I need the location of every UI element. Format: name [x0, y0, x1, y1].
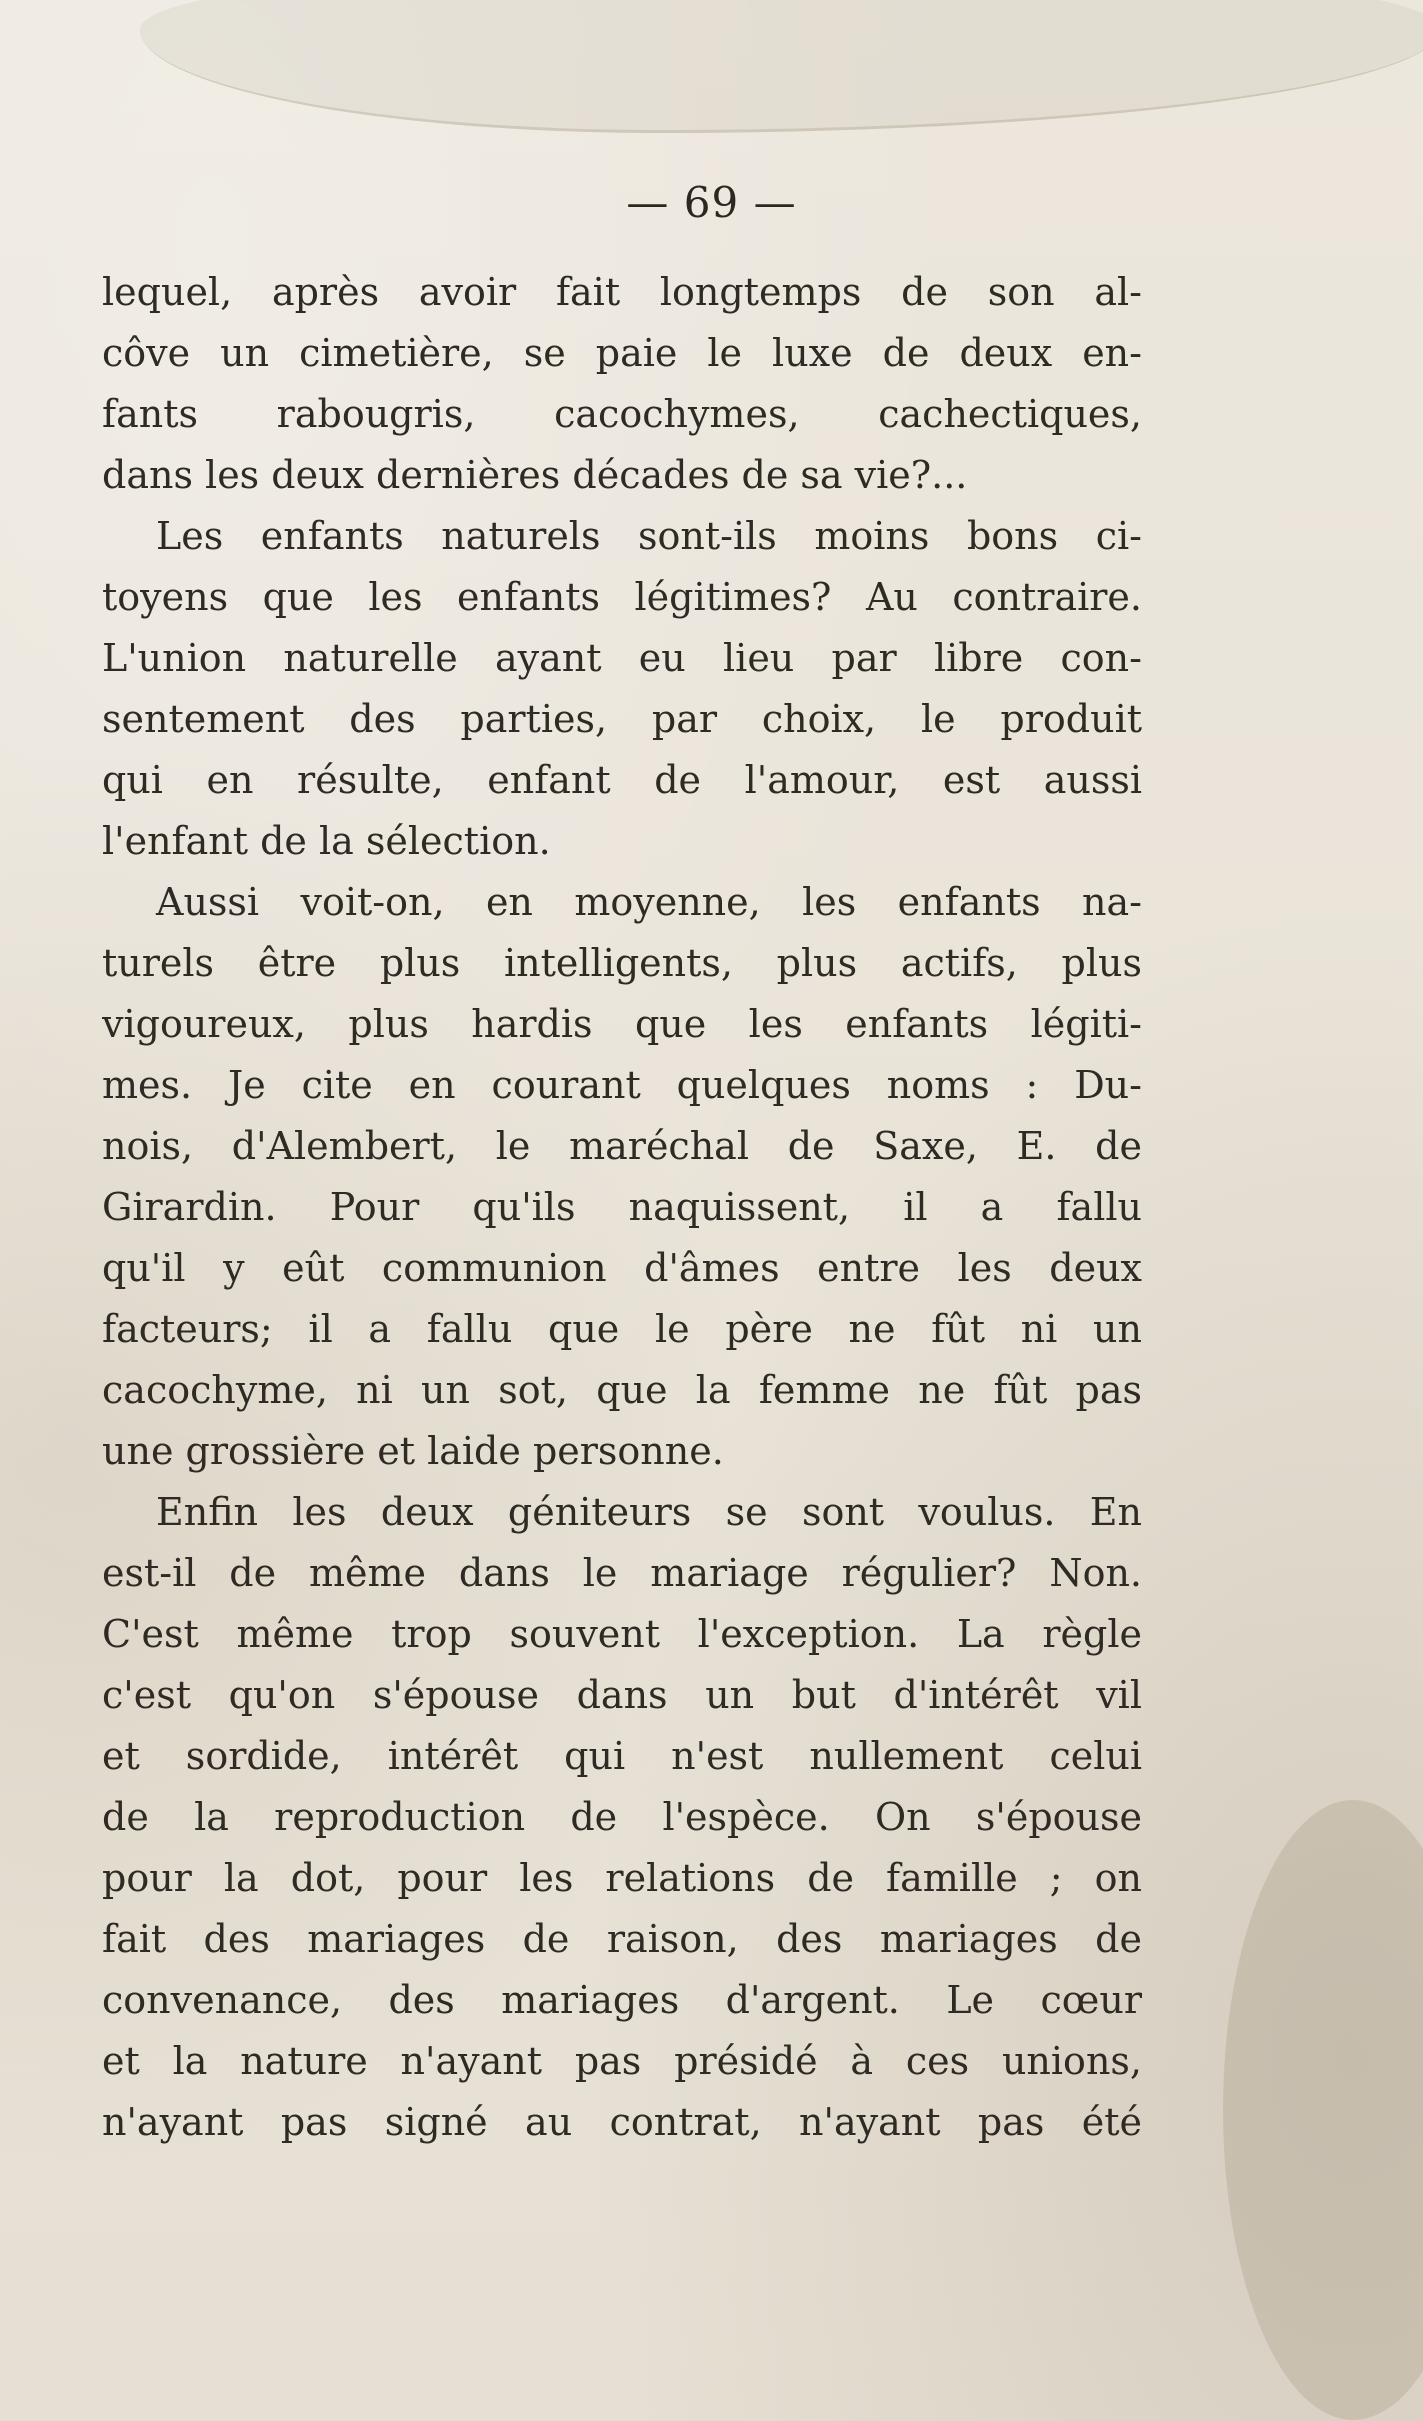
text-line: nois, d'Alembert, le maréchal de Saxe, E. de — [102, 1124, 1142, 1168]
paper-stain — [140, 0, 1423, 133]
text-line: L'union naturelle ayant eu lieu par libre con- — [102, 636, 1142, 680]
text-line: convenance, des mariages d'argent. Le cœur — [102, 1978, 1142, 2022]
text-line: l'enfant de la sélection. — [102, 819, 551, 863]
text-line: n'ayant pas signé au contrat, n'ayant pas été — [102, 2100, 1142, 2144]
text-line: facteurs; il a fallu que le père ne fût ni un — [102, 1307, 1142, 1351]
text-line: mes. Je cite en courant quelques noms : Du- — [102, 1063, 1142, 1107]
text-line: sentement des parties, par choix, le produit — [102, 697, 1142, 741]
text-line: cacochyme, ni un sot, que la femme ne fût pas — [102, 1368, 1142, 1412]
text-line: C'est même trop souvent l'exception. La règle — [102, 1612, 1142, 1656]
text-line: pour la dot, pour les relations de famille ; on — [102, 1856, 1142, 1900]
text-line: c'est qu'on s'épouse dans un but d'intérêt vil — [102, 1673, 1142, 1717]
text-line: lequel, après avoir fait longtemps de son al- — [102, 270, 1142, 314]
text-line: côve un cimetière, se paie le luxe de deux en- — [102, 331, 1142, 375]
text-line: Girardin. Pour qu'ils naquissent, il a fallu — [102, 1185, 1142, 1229]
text-line: Aussi voit-on, en moyenne, les enfants na- — [156, 880, 1142, 924]
text-line: fants rabougris, cacochymes, cachectiques, — [102, 392, 1142, 436]
text-line: Les enfants naturels sont-ils moins bons ci- — [156, 514, 1142, 558]
text-line: de la reproduction de l'espèce. On s'épouse — [102, 1795, 1142, 1839]
text-line: une grossière et laide personne. — [102, 1429, 724, 1473]
text-line: qui en résulte, enfant de l'amour, est aussi — [102, 758, 1142, 802]
paper-stain — [1223, 1800, 1423, 2420]
text-line: fait des mariages de raison, des mariages de — [102, 1917, 1142, 1961]
text-line: toyens que les enfants légitimes? Au contraire. — [102, 575, 1142, 619]
text-line: turels être plus intelligents, plus actifs, plus — [102, 941, 1142, 985]
text-line: et la nature n'ayant pas présidé à ces unions, — [102, 2039, 1142, 2083]
text-line: est-il de même dans le mariage régulier? Non. — [102, 1551, 1142, 1595]
page-number: — 69 — — [626, 178, 797, 227]
text-line: dans les deux dernières décades de sa vie?... — [102, 453, 968, 497]
text-line: et sordide, intérêt qui n'est nullement celui — [102, 1734, 1142, 1778]
text-line: qu'il y eût communion d'âmes entre les deux — [102, 1246, 1142, 1290]
body-text — [102, 262, 1142, 2153]
text-line: vigoureux, plus hardis que les enfants légiti- — [102, 1002, 1142, 1046]
text-line: Enfin les deux géniteurs se sont voulus. En — [156, 1490, 1142, 1534]
